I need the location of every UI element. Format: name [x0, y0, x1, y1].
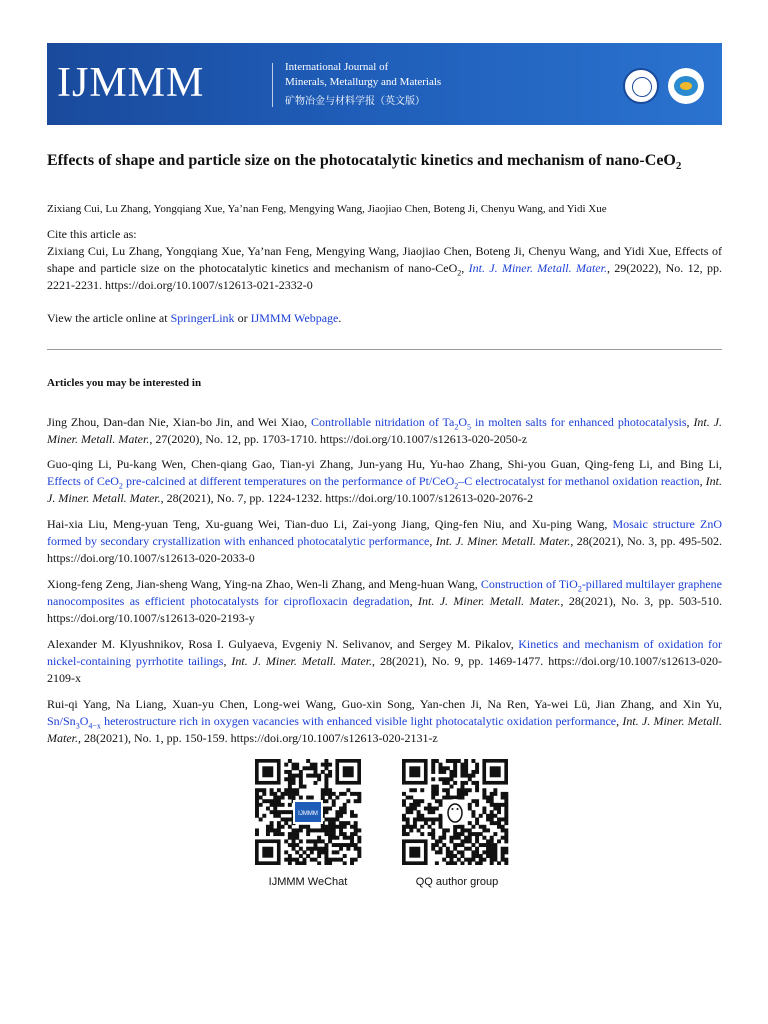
svg-text:IJMMM: IJMMM [298, 811, 318, 817]
journal-name-line-2: Minerals, Metallurgy and Materials [285, 76, 442, 88]
citation-text: Zixiang Cui, Lu Zhang, Yongqiang Xue, Ya’nan Feng, Mengying Wang, Jiaojiao Chen, Boteng Ji, Chenyu Wang, and Yidi Xue, Effects of shape and particle size on the photocatalytic kinetics and mechanism of nano-CeO$_2$, Int. J. Miner. Metall. Mater., 29(2022), No. 12, pp. 2221-2231. https://doi.org/10.1007/s12613-021-2332-0 [47, 244, 722, 292]
related-articles-header: Articles you may be interested in [47, 377, 202, 389]
springerlink-link[interactable]: SpringerLink [170, 311, 235, 325]
journal-banner [47, 43, 722, 125]
university-seal-icon [623, 68, 659, 104]
qq-caption: QQ author group [415, 876, 499, 888]
society-logo-icon [668, 68, 704, 104]
related-article: Alexander M. Klyushnikov, Rosa I. Gulyaeva, Evgeniy N. Selivanov, and Sergey M. Pikalov, Kinetics and mechanism of oxidation for nickel-containing pyrrhotite tailings, Int. J. Miner. Metall. Mater., 28(2021), No. 9, pp. 1469-1477. https://doi.org/10.1007/s12613-020-2109-x [47, 637, 723, 685]
article-authors: Zixiang Cui, Lu Zhang, Yongqiang Xue, Ya’nan Feng, Mengying Wang, Jiaojiao Chen, Boteng Ji, Chenyu Wang, and Yidi Xue [47, 203, 607, 215]
article-title: Effects of shape and particle size on the photocatalytic kinetics and mechanism of nano-CeO$_2$ [47, 152, 682, 173]
journal-name-line-3: 矿物冶金与材料学报（英文版） [285, 96, 425, 107]
related-article-link[interactable]: Mosaic structure ZnO formed by secondary crystallization with enhanced photocatalytic performance [47, 517, 722, 548]
journal-logo: IJMMM [57, 60, 205, 106]
qq-qr-code [397, 759, 513, 865]
journal-name-line-1: International Journal of [285, 61, 389, 73]
banner-divider [272, 63, 273, 107]
related-article: Jing Zhou, Dan-dan Nie, Xian-bo Jin, and Wei Xiao, Controllable nitridation of $Ta_2O_5$ in molten salts for enhanced photocatalysis, Int. J. Miner. Metall. Mater., 27(2020), No. 12, pp. 1703-1710. https://doi.org/10.1007/s12613-020-2050-z [47, 415, 723, 446]
citation-journal-link[interactable]: Int. J. Miner. Metall. Mater. [468, 261, 607, 275]
related-article: Hai-xia Liu, Meng-yuan Teng, Xu-guang Wei, Tian-duo Li, Zai-yong Jiang, Qing-fen Niu, and Xu-ping Wang, Mosaic structure ZnO formed by secondary crystallization with enhanced photocatalytic performance, Int. J. Miner. Metall. Mater., 28(2021), No. 3, pp. 495-502. https://doi.org/10.1007/s12613-020-2033-0 [47, 517, 723, 565]
wechat-caption: IJMMM WeChat [268, 876, 348, 888]
related-article: Rui-qi Yang, Na Liang, Xuan-yu Chen, Long-wei Wang, Guo-xin Song, Yan-chen Ji, Na Ren, Ya-wei Lü, Jian Zhang, and Xin Yu, $Sn/Sn_3O_{4-x}$ heterostructure rich in oxygen vacancies with enhanced visible light photocatalytic oxidation performance, Int. J. Miner. Metall. Mater., 28(2021), No. 1, pp. 150-159. https://doi.org/10.1007/s12613-020-2131-z [47, 697, 723, 745]
related-article: Guo-qing Li, Pu-kang Wen, Chen-qiang Gao, Tian-yi Zhang, Jun-yang Hu, Yu-hao Zhang, Shi-you Guan, Qing-feng Li, and Bing Li, Effects of CeO$_2$ pre-calcined at different temperatures on the performance of Pt/CeO$_2$–C electrocatalyst for methanol oxidation reaction, Int. J. Miner. Metall. Mater., 28(2021), No. 7, pp. 1224-1232. https://doi.org/10.1007/s12613-020-2076-2 [47, 457, 722, 505]
ijmmm-webpage-link[interactable]: IJMMM Webpage [250, 311, 339, 325]
divider [47, 349, 722, 350]
cite-header: Cite this article as: [47, 227, 137, 241]
related-article-link[interactable]: $Sn/Sn_3O_{4-x}$ heterostructure rich in oxygen vacancies with enhanced visible light photocatalytic oxidation performance [47, 714, 617, 731]
wechat-qr-code [250, 759, 366, 865]
related-article: Xiong-feng Zeng, Jian-sheng Wang, Ying-na Zhao, Wen-li Zhang, and Meng-huan Wang, Construction of TiO$_2$-pillared multilayer graphene nanocomposites as efficient photocatalysts for ciprofloxacin degradation, Int. J. Miner. Metall. Mater., 28(2021), No. 3, pp. 503-510. https://doi.org/10.1007/s12613-020-2193-y [47, 577, 723, 625]
view-online: View the article online at SpringerLink or IJMMM Webpage. [47, 311, 342, 325]
related-article-link[interactable]: Effects of CeO$_2$ pre-calcined at different temperatures on the performance of Pt/CeO$_2$–C electrocatalyst for methanol oxidation reaction [47, 474, 700, 491]
related-article-link[interactable]: Construction of TiO$_2$-pillared multilayer graphene nanocomposites as efficient photocatalysts for ciprofloxacin degradation [47, 577, 722, 608]
related-article-link[interactable]: Controllable nitridation of $Ta_2O_5$ in molten salts for enhanced photocatalysis [311, 415, 687, 432]
related-article-link[interactable]: Kinetics and mechanism of oxidation for nickel-containing pyrrhotite tailings [47, 637, 722, 668]
